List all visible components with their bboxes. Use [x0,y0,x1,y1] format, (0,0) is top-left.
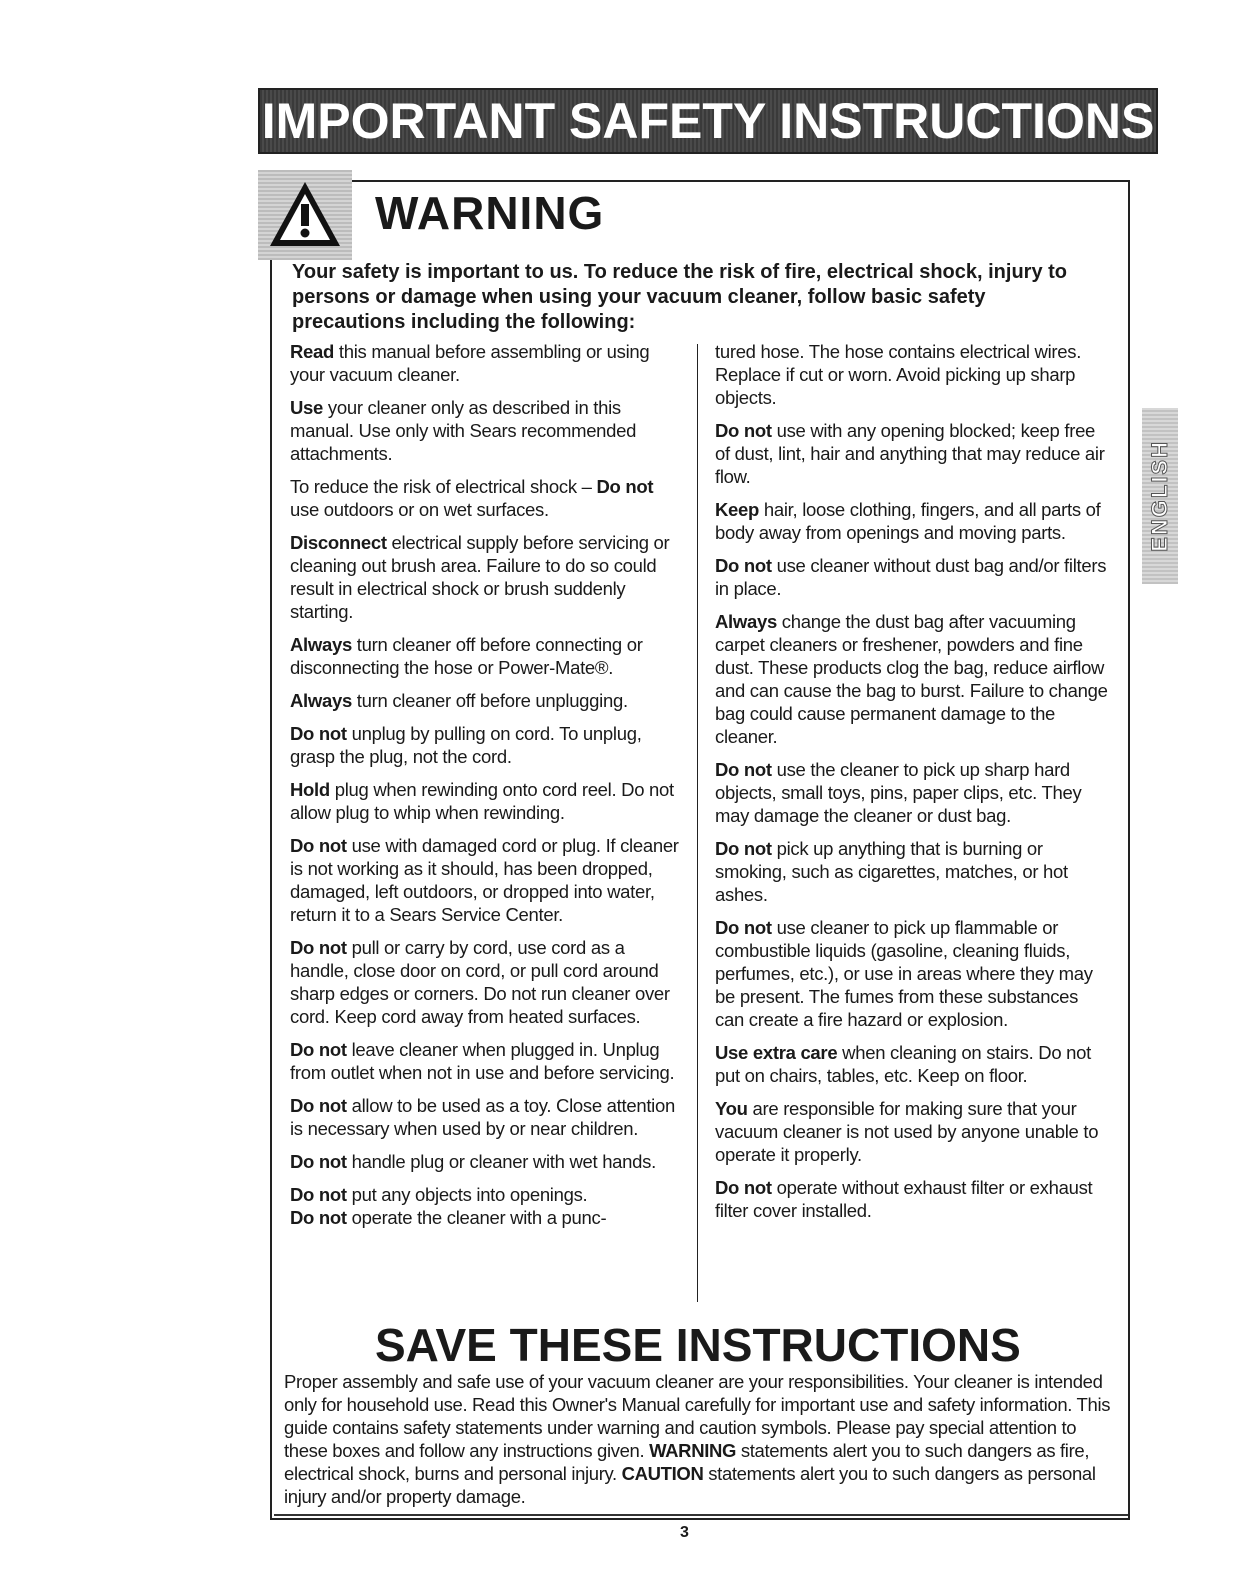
instruction-item [715,419,1110,488]
page-number: 3 [680,1524,689,1541]
instruction-item [290,1150,680,1173]
instruction-item [715,554,1110,600]
instruction-item [290,531,680,623]
instruction-text: pick up anything that is burning or smoking, such as cigarettes, matches, or hot ashes. [715,838,1068,905]
instruction-keyword: Do not [290,1207,347,1228]
instruction-keyword: Do not [290,937,347,958]
language-tab [1142,408,1178,584]
warning-title: WARNING [375,187,605,239]
instruction-item [715,610,1110,748]
instruction-text: use cleaner without dust bag and/or filters in place. [715,555,1107,599]
responsibility-text-3: statements alert you to such dangers as personal injury and/or property damage. [284,1463,1096,1507]
instruction-text: use cleaner to pick up flammable or combustible liquids (gasoline, cleaning fluids, perfumes, etc.), or use in areas where they may be present. The fumes from these substances can create a fire hazard or explosion. [715,917,1093,1030]
instruction-item [290,722,680,768]
instruction-keyword: Do not [715,555,772,576]
instruction-item [290,689,680,712]
instruction-keyword: Do not [715,838,772,859]
responsibility-text-2: statements alert you to such dangers as fire, electrical shock, burns and personal injury. [284,1440,1090,1484]
instruction-text: operate without exhaust filter or exhaust filter cover installed. [715,1177,1093,1221]
instruction-item [290,340,680,386]
instruction-text: operate the cleaner with a punc- [346,1207,607,1228]
instruction-item [715,1041,1110,1087]
instruction-text: pull or carry by cord, use cord as a handle, close door on cord, or pull cord around sharp edges or corners. Do not run cleaner over cord. Keep cord away from heated surfaces. [290,937,670,1027]
instruction-keyword: You [715,1098,748,1119]
instruction-text: use the cleaner to pick up sharp hard objects, small toys, pins, paper clips, etc. They may damage the cleaner or dust bag. [715,759,1082,826]
instruction-keyword: Keep [715,499,760,520]
warning-intro: Your safety is important to us. To reduce the risk of fire, electrical shock, injury to persons or damage when using your vacuum cleaner, follow basic safety precautions including the following: [292,261,1067,333]
save-instructions-title: SAVE THESE INSTRUCTIONS [375,1319,1021,1371]
title-banner [258,88,1158,154]
instruction-item [290,1206,680,1229]
instruction-keyword: Use extra care [715,1042,838,1063]
instruction-keyword: Disconnect [290,532,387,553]
instruction-keyword: Do not [596,476,654,497]
instruction-keyword: Do not [290,1184,347,1205]
caution-keyword: CAUTION [621,1463,704,1484]
warning-keyword: WARNING [649,1440,737,1461]
right-instructions-column [715,340,1110,1232]
instruction-text: unplug by pulling on cord. To unplug, grasp the plug, not the cord. [290,723,642,767]
instruction-text: when cleaning on stairs. Do not put on chairs, tables, etc. Keep on floor. [715,1042,1091,1086]
instruction-text: leave cleaner when plugged in. Unplug from outlet when not in use and before servicing. [290,1039,675,1083]
instruction-item [715,1097,1110,1166]
instruction-item [715,498,1110,544]
instruction-item [290,1038,680,1084]
left-instructions-column [290,340,680,1239]
instruction-text: tured hose. The hose contains electrical wires. Replace if cut or worn. Avoid picking up sharp objects. [715,341,1082,408]
instruction-text: handle plug or cleaner with wet hands. [346,1151,656,1172]
instruction-keyword: Do not [290,1039,347,1060]
instruction-text: use with damaged cord or plug. If cleaner is not working as it should, has been dropped, damaged, left outdoors, or dropped into water, return it to a Sears Service Center. [290,835,679,925]
warning-icon-box [258,170,352,260]
language-tab-label: ENGLISH [1147,440,1172,552]
column-divider [697,344,698,1302]
instruction-keyword: Do not [715,1177,772,1198]
instruction-text: change the dust bag after vacuuming carpet cleaners or freshener, powders and fine dust. These products clog the bag, reduce airflow and can cause the bag to burst. Failure to change bag could cause permanent damage to the cleaner. [715,611,1108,747]
instruction-prefix: To reduce the risk of electrical shock – [290,476,597,497]
instruction-keyword: Read [290,341,335,362]
instruction-keyword: Do not [290,723,347,744]
instruction-text: allow to be used as a toy. Close attention is necessary when used by or near children. [290,1095,675,1139]
instruction-item [290,778,680,824]
instruction-item [290,834,680,926]
instruction-text: your cleaner only as described in this manual. Use only with Sears recommended attachments. [290,397,637,464]
instruction-text: use outdoors or on wet surfaces. [290,499,549,520]
instruction-text: put any objects into openings. [346,1184,588,1205]
responsibility-paragraph [284,1370,1112,1508]
instruction-keyword: Do not [290,835,347,856]
instruction-item [290,1183,680,1206]
instruction-text: electrical supply before servicing or cleaning out brush area. Failure to do so could result in electrical shock or brush suddenly starting. [290,532,670,622]
instruction-keyword: Always [715,611,777,632]
footer-rule [274,1514,1128,1516]
instruction-text: turn cleaner off before unplugging. [351,690,628,711]
responsibility-text-1: Proper assembly and safe use of your vacuum cleaner are your responsibilities. Your cleaner is intended only for household use. Read this Owner's Manual carefully for important use and safety information. This guide contains safety statements under warning and caution symbols. Please pay special attention to these boxes and follow any instructions given. [284,1371,1111,1461]
instruction-item [715,916,1110,1031]
instruction-text: hair, loose clothing, fingers, and all parts of body away from openings and moving parts. [715,499,1101,543]
instruction-item [290,396,680,465]
instruction-item [715,758,1110,827]
instruction-item [715,1176,1110,1222]
instruction-text: plug when rewinding onto cord reel. Do not allow plug to whip when rewinding. [290,779,674,823]
instruction-item [290,633,680,679]
instruction-keyword: Do not [290,1095,347,1116]
instruction-item [290,936,680,1028]
instruction-keyword: Always [290,690,352,711]
instruction-keyword: Do not [715,759,772,780]
instruction-item [290,475,680,521]
instruction-keyword: Do not [290,1151,347,1172]
warning-triangle-icon [266,178,344,250]
instruction-keyword: Use [290,397,324,418]
instruction-text: are responsible for making sure that your vacuum cleaner is not used by anyone unable to operate it properly. [715,1098,1099,1165]
instruction-text: this manual before assembling or using your vacuum cleaner. [290,341,650,385]
instruction-text: turn cleaner off before connecting or disconnecting the hose or Power-Mate®. [290,634,643,678]
instruction-keyword: Hold [290,779,330,800]
instruction-item [290,1094,680,1140]
instruction-keyword: Do not [715,917,772,938]
instruction-keyword: Do not [715,420,772,441]
instruction-item [715,837,1110,906]
instruction-text: use with any opening blocked; keep free of dust, lint, hair and anything that may reduce air flow. [715,420,1105,487]
banner-title: IMPORTANT SAFETY INSTRUCTIONS [261,93,1155,149]
instruction-keyword: Always [290,634,352,655]
instruction-item [715,340,1110,409]
